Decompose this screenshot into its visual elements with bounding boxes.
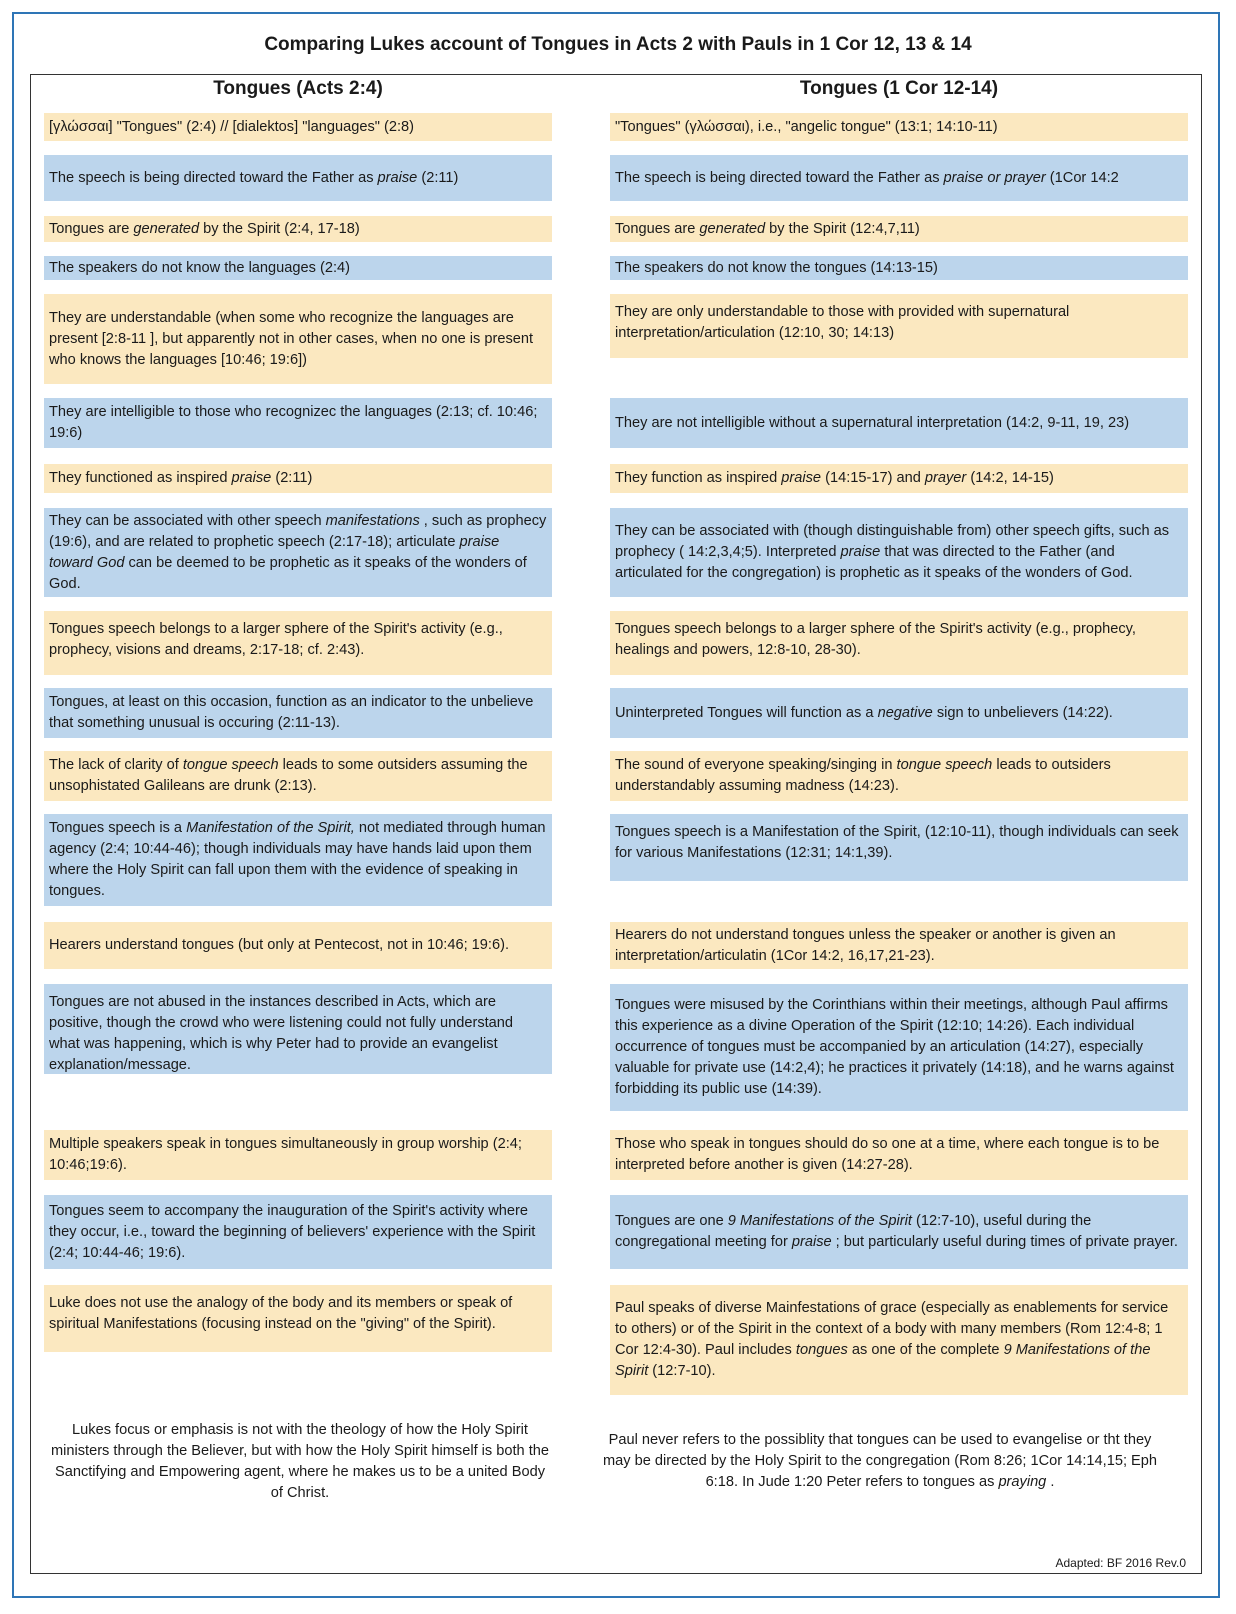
cor-cell <box>610 984 1188 1111</box>
text-segment: Tongues are not abused in the instances described in Acts, which are positive, though the crowd who were listening could not fully understand what was happening, which is why Peter had to provide an evangelist explanation/message. <box>49 994 514 1073</box>
emphasis-text: negative <box>877 704 933 721</box>
emphasis-text: 9 Manifestations of the Spirit <box>727 1213 912 1229</box>
text-segment: Those who speak in tongues should do so one at a time, where each tongue is to be interpreted before another is given (14:27-28). <box>615 1136 1160 1173</box>
text-segment: Hearers understand tongues (but only at Pentecost, not in 10:46; 19:6). <box>49 937 509 953</box>
cell-text <box>49 818 547 902</box>
cor-cell <box>610 508 1188 597</box>
cor-cell <box>610 611 1188 675</box>
text-segment: leads to outsiders understandably assuming madness (14:23). <box>615 757 1111 794</box>
text-segment: Tongues seem to accompany the inauguration of the Spirit's activity where they occur, i.e., toward the beginning of believers' experience with the Spirit (2:4; 10:44-46; 19:6). <box>49 1202 536 1261</box>
cell-text <box>49 258 350 279</box>
cor-cell <box>610 1130 1188 1180</box>
cell-text <box>49 692 547 734</box>
acts-cell <box>44 1285 552 1352</box>
text-segment: Tongues, at least on this occasion, function as an indicator to the unbelieve that something unusual is occuring (2:11-13). <box>49 694 534 731</box>
cor-cell <box>610 464 1188 493</box>
luke-summary: Lukes focus or emphasis is not with the theology of how the Holy Spirit ministers through the Believer, but with how the Holy Spirit himself is both the Sanctifying and Empowering agent, where he makes us to be a united Body of Christ. <box>50 1422 550 1501</box>
emphasis-text: praying <box>998 1474 1047 1490</box>
cell-text <box>615 925 1183 967</box>
emphasis-text: praise <box>377 169 418 186</box>
cell-text <box>49 1201 547 1264</box>
cor-cell <box>610 398 1188 448</box>
text-segment: Tongues speech belongs to a larger sphere of the Spirit's activity (e.g., prophecy, visions and dreams, 2:17-18; cf. 2:43). <box>49 621 503 658</box>
adapted-credit: Adapted: BF 2016 Rev.0 <box>1055 1556 1186 1570</box>
cell-text <box>49 219 360 240</box>
emphasis-text: praise <box>231 470 272 486</box>
text-segment: Tongues were misused by the Corinthians within their meetings, although Paul affirms this experience as a divine Operation of the Spirit (12:10; 14:26). Each individual occurrence of tongues must be accompanied by an articulation (14:27), especially valuable for private use (14:2,4); he practices it privately (14:18), and he warns against forbidding its public use (14:39). <box>615 997 1174 1097</box>
text-segment: not mediated through human agency (2:4; 10:44-46); though individuals may have hands laid upon them where the Holy Spirit can fall upon them with the evidence of speaking in tongues. <box>49 820 546 899</box>
cor-cell <box>610 256 1188 280</box>
acts-cell <box>44 294 552 384</box>
cor-cell <box>610 688 1188 738</box>
cell-text <box>49 402 547 444</box>
text-segment: Tongues are one <box>615 1213 728 1229</box>
cell-text <box>615 302 1183 344</box>
left-column-heading: Tongues (Acts 2:4) <box>213 78 383 99</box>
cell-text <box>615 468 1054 489</box>
cell-text <box>49 468 312 489</box>
acts-cell <box>44 464 552 493</box>
acts-cell <box>44 688 552 738</box>
acts-cell <box>44 984 552 1074</box>
emphasis-text: 9 Manifestations of the Spirit <box>615 1342 1151 1379</box>
acts-cell <box>44 113 552 141</box>
cell-text <box>615 168 1119 189</box>
text-segment: "Tongues" (γλώσσαι), i.e., "angelic tongue" (13:1; 14:10-11) <box>615 118 998 135</box>
cor-cell <box>610 922 1188 969</box>
text-segment: . <box>1046 1474 1055 1490</box>
emphasis-text: tongues <box>795 1342 848 1358</box>
text-segment: that was directed to the Father (and articulated for the congregation) is prophetic as it speaks of the wonders of God. <box>615 544 1133 581</box>
text-segment: The lack of clarity of <box>49 757 183 773</box>
cell-text <box>615 1211 1183 1253</box>
acts-cell <box>44 814 552 906</box>
cell-text <box>49 1134 547 1176</box>
acts-cell <box>44 256 552 280</box>
cor-cell <box>610 814 1188 881</box>
text-segment: They can be associated with other speech <box>49 512 326 529</box>
acts-cell <box>44 1195 552 1269</box>
cell-text <box>49 619 547 661</box>
cell-text <box>49 511 547 595</box>
text-segment: (1Cor 14:2 <box>1045 169 1119 186</box>
text-segment: The speakers do not know the languages (2:4) <box>49 259 350 276</box>
emphasis-text: praise <box>840 544 881 560</box>
emphasis-text: tongue speech <box>896 757 993 773</box>
cell-text <box>49 168 458 189</box>
text-segment: They are only understandable to those with provided with supernatural interpretation/articulation (12:10, 30; 14:13) <box>615 304 1070 341</box>
cell-text <box>615 219 920 240</box>
acts-cell <box>44 1130 552 1180</box>
cell-text <box>49 1293 547 1335</box>
text-segment: The speakers do not know the tongues (14:13-15) <box>615 259 938 276</box>
text-segment: They are understandable (when some who recognize the languages are present [2:8-11 ], but apparently not in other cases, when no one is present who knows the languages [10:46; 19:6]) <box>49 309 534 368</box>
cell-text <box>49 755 547 797</box>
emphasis-text: Manifestation of the Spirit, <box>186 820 355 836</box>
emphasis-text: praise toward God <box>49 533 500 571</box>
acts-cell <box>44 216 552 242</box>
text-segment: The speech is being directed toward the Father as <box>49 169 378 186</box>
text-segment: Paul never refers to the possiblity that tongues can be used to evangelise or tht they may be directed by the Holy Spirit to the congregation (Rom 8:26; 1Cor 14:14,15; Eph 6:18. In Jude 1:20 Peter refers to tongues as <box>602 1432 1158 1490</box>
emphasis-text: tongue speech <box>182 757 279 773</box>
cor-cell <box>610 751 1188 801</box>
text-segment: as one of the complete <box>847 1342 1004 1358</box>
cell-text <box>615 413 1129 434</box>
acts-cell <box>44 611 552 675</box>
text-segment: Tongues speech belongs to a larger sphere of the Spirit's activity (e.g., prophecy, healings and powers, 12:8-10, 28-30). <box>615 621 1136 658</box>
cell-text <box>49 992 547 1076</box>
cell-text <box>615 521 1183 584</box>
acts-cell <box>44 155 552 201</box>
emphasis-text: prayer <box>924 470 967 486</box>
text-segment: Hearers do not understand tongues unless the speaker or another is given an interpretation/articulatin (1Cor 14:2, 16,17,21-23). <box>615 926 1116 964</box>
cor-cell <box>610 1285 1188 1395</box>
text-segment: They functioned as inspired <box>49 470 232 486</box>
emphasis-text: generated <box>133 220 200 237</box>
cor-cell <box>610 113 1188 141</box>
text-segment: Uninterpreted Tongues will function as a <box>615 704 878 721</box>
cor-cell <box>610 1195 1188 1269</box>
cell-text <box>615 1134 1183 1176</box>
text-segment: (2:11) <box>271 470 313 486</box>
text-segment: (12:7-10), useful during the congregational meeting for <box>615 1213 1092 1250</box>
text-segment: can be deemed to be prophetic as it speaks of the wonders of God. <box>49 554 527 592</box>
text-segment: Multiple speakers speak in tongues simultaneously in group worship (2:4; 10:46;19:6). <box>49 1136 522 1173</box>
acts-cell <box>44 751 552 801</box>
cell-text <box>615 619 1183 661</box>
text-segment: Paul speaks of diverse Mainfestations of grace (especially as enablements for service to others) or of the Spirit in the context of a body with many members (Rom 12:4-8; 1 Cor 12:4-30). Paul includes <box>615 1300 1169 1358</box>
acts-cell <box>44 508 552 597</box>
text-segment: Tongues speech is a Manifestation of the Spirit, (12:10-11), though individuals can seek for various Manifestations (12:31; 14:1,39). <box>615 824 1179 861</box>
emphasis-text: generated <box>699 220 766 237</box>
text-segment: Tongues are <box>49 220 134 237</box>
text-segment: They function as inspired <box>615 470 782 486</box>
right-column-heading: Tongues (1 Cor 12-14) <box>799 78 999 99</box>
text-segment: [γλώσσαι] "Tongues" (2:4) // [dialektos] "languages" (2:8) <box>49 118 414 135</box>
text-segment: They are intelligible to those who recognizec the languages (2:13; cf. 10:46; 19:6) <box>49 404 538 441</box>
cell-text <box>49 935 509 956</box>
emphasis-text: manifestations <box>325 512 420 529</box>
cell-text <box>615 258 938 279</box>
cor-cell <box>610 216 1188 242</box>
cell-text <box>615 703 1113 724</box>
emphasis-text: praise <box>781 470 822 486</box>
cell-text <box>49 117 414 138</box>
text-segment: ; but particularly useful during times of private prayer. <box>831 1234 1178 1250</box>
text-segment: (12:7-10). <box>648 1363 716 1379</box>
paul-summary <box>600 1430 1160 1493</box>
text-segment: (14:2, 14-15) <box>966 470 1054 486</box>
text-segment: The sound of everyone speaking/singing in <box>615 757 897 773</box>
cell-text <box>615 995 1183 1100</box>
text-segment: Tongues are <box>615 220 700 237</box>
emphasis-text: praise <box>791 1234 832 1250</box>
text-segment: sign to unbelievers (14:22). <box>932 704 1113 721</box>
text-segment: leads to some outsiders assuming the unsophistated Galileans are drunk (2:13). <box>49 757 528 794</box>
cor-cell <box>610 294 1188 358</box>
cell-text <box>49 308 547 371</box>
text-segment: by the Spirit (12:4,7,11) <box>765 220 920 237</box>
text-segment: (2:11) <box>417 169 459 186</box>
text-segment: Tongues speech is a <box>49 820 187 836</box>
cell-text <box>600 1430 1160 1493</box>
emphasis-text: praise or prayer <box>943 169 1046 186</box>
text-segment: They can be associated with (though distinguishable from) other speech gifts, such as prophecy ( 14:2,3,4;5). Interpreted <box>615 523 1170 560</box>
page-title: Comparing Lukes account of Tongues in Acts 2 with Pauls in 1 Cor 12, 13 & 14 <box>264 34 972 55</box>
text-segment: The speech is being directed toward the Father as <box>615 169 944 186</box>
text-segment: (14:15-17) and <box>821 470 925 486</box>
text-segment: , such as prophecy (19:6), and are related to prophetic speech (2:17-18); articulate <box>49 512 547 550</box>
acts-cell <box>44 398 552 448</box>
cell-text <box>615 822 1183 864</box>
cor-cell <box>610 155 1188 201</box>
acts-cell <box>44 922 552 969</box>
text-segment: They are not intelligible without a supernatural interpretation (14:2, 9-11, 19, 23) <box>615 414 1130 431</box>
cell-text <box>615 1298 1183 1382</box>
text-segment: by the Spirit (2:4, 17-18) <box>199 220 360 237</box>
cell-text <box>615 117 998 138</box>
cell-text <box>615 755 1183 797</box>
text-segment: Luke does not use the analogy of the body and its members or speak of spiritual Manifestations (focusing instead on the "giving" of the Spirit). <box>49 1295 513 1332</box>
